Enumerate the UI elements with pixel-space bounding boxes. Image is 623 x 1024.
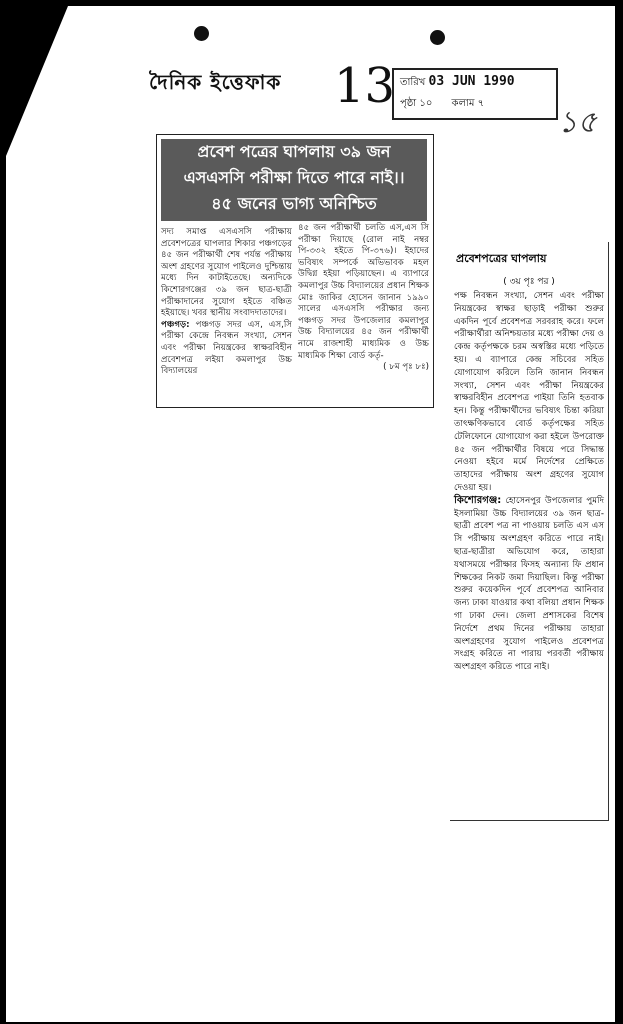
article-column-2 <box>298 223 429 374</box>
continuation-subtitle: ( ৩য় পৃঃ পর ) <box>503 277 555 287</box>
continuation-text-2: হোসেনপুর উপজেলার পুমদি ইসলামিয়া উচ্চ বিদ্যালয়ের ৩৯ জন ছাত্র-ছাত্রী প্রবেশ পত্র না পাওয়ায় চলতি এস এস সি পরীক্ষায় অংশগ্রহণ করিতে পারে নাই। ছাত্র-ছাত্রীরা অভিযোগ করে, তাহারা যথাসময়ে পরীক্ষার ফিসহ অন্যান্য ফি প্রধান শিক্ষকের নিকট জমা দিয়াছিল। কিন্তু পরীক্ষা শুরুর কয়েকদিন পূর্বে প্রবেশপত্র আনিবার জন্য ঢাকা যাওয়ার কথা বলিয়া প্রধান শিক্ষক গা ঢাকা দেন। জেলা প্রশাসকের বিশেষ নির্দেশে প্রথম দিনের পরীক্ষায় তাহারা অংশগ্রহণের সুযোগ পাইলেও প্রবেশপত্র সংগ্রহ করিতে না পারায় পরবর্তী পরীক্ষায় অংশগ্রহণ করিতে পারে নাই। <box>454 495 604 673</box>
column-label: কলাম <box>451 98 475 109</box>
scanned-page <box>6 6 615 1022</box>
article-clipping-main <box>156 134 434 408</box>
article-column-1 <box>161 227 292 378</box>
folded-corner <box>6 6 68 156</box>
page-number: 13 <box>334 58 396 114</box>
dateline-kishoreganj: কিশোরগঞ্জ: <box>454 494 502 506</box>
continuation-title: প্রবেশপত্রের ঘাপলায় <box>456 252 547 265</box>
newspaper-name: দৈনিক ইত্তেফাক <box>149 70 282 94</box>
continued-note: ( ৮ম পৃঃ ৮ঃ) <box>383 362 429 373</box>
date-stamp <box>392 68 558 120</box>
dateline-panchagarh: পঞ্চগড়: <box>161 319 190 330</box>
headline-line-1: প্রবেশ পত্রের ঘাপলায় ৩৯ জন <box>197 142 391 161</box>
punch-hole-right <box>430 30 445 45</box>
date-value: 03 JUN 1990 <box>428 74 515 89</box>
continuation-body <box>454 290 604 674</box>
column-1-continued-text: পঞ্চগড় সদর এস, এস,সি পরীক্ষা কেন্দ্রে নিবন্ধন সংখ্যা, সেশন এবং পরীক্ষা নিয়ন্ত্রকের স্বাক্ষরবিহীন প্রবেশপত্র লইয়া কমলাপুর উচ্চ বিদ্যালয়ের <box>161 319 292 377</box>
column-2-text: ৪৫ জন পরীক্ষার্থী চলতি এস,এস সি পরীক্ষা দিয়াছে (রোল নাই নম্বর পি-৩৩২ হইতে পি-৩৭৬)। ইহাদের ভবিষ্যৎ সম্পর্কে অভিভাবক মহল উদ্বিগ্ন হইয়া পড়িয়াছেন। এ ব্যাপারে কমলাপুর উচ্চ বিদ্যালয়ের প্রধান শিক্ষক মোঃ জাকির হোসেন জানান ১৯৯০ সালের এসএসসি পরীক্ষার জন্য পঞ্চগড় সদর উপজেলার কমলাপুর উচ্চ বিদ্যালয়ের ৪৫ জন পরীক্ষার্থী নামে রাজশাহী মাধ্যমিক ও উচ্চ মাধ্যমিক শিক্ষা বোর্ড কর্তৃ- <box>298 223 429 361</box>
handwritten-note: ১৫ <box>558 105 597 140</box>
article-headline <box>161 139 427 221</box>
page-value: ১০ <box>419 98 433 109</box>
page-label: পৃষ্ঠা <box>400 98 417 109</box>
column-value: ৭ <box>477 98 485 109</box>
headline-line-2: এসএসসি পরীক্ষা দিতে পারে নাই।। <box>183 168 405 187</box>
article-clipping-continuation <box>450 242 609 821</box>
column-1-text: সদ্য সমাপ্ত এসএসসি পরীক্ষায় প্রবেশপত্রের ঘাপলার শিকার পঞ্চগড়ের ৪৫ জন পরীক্ষার্থী শেষ পর্যন্ত পরীক্ষায় অংশ গ্রহণের সুযোগ পাইলেও দুশ্চিন্তায় মধ্যে দিন কাটাইতেছে। অন্যদিকে কিশোরগঞ্জের ৩৯ জন ছাত্র-ছাত্রী পরীক্ষাদানের সুযোগ হইতে বঞ্চিত হইয়াছে। খবর স্থানীয় সংবাদদাতাদের। <box>161 227 292 319</box>
continuation-text-1: পক্ষ নিবন্ধন সংখ্যা, সেশন এবং পরীক্ষা নিয়ন্ত্রকের স্বাক্ষর ছাড়াই পরীক্ষা শুরুর একদিন পূর্বে প্রবেশপত্র সরবরাহ করে। ফলে পরীক্ষার্থীরা অনিশ্চয়তার মধ্যে পরীক্ষা দেয় ও কেন্দ্র কর্তৃপক্ষকে চরম অস্বস্তির মধ্যে পড়িতে হয়। এ ব্যাপারে কেন্দ্র সচিবের সহিত যোগাযোগ করিলে তিনি জানান নিবন্ধন সংখ্যা, সেশন এবং পরীক্ষা নিয়ন্ত্রকের স্বাক্ষরবিহীন প্রবেশপত্র পাইয়া তিনি হতবাক হন। কিন্তু পরীক্ষার্থীদের ভবিষ্যৎ চিন্তা করিয়া তাৎক্ষণিকভাবে বোর্ড কর্তৃপক্ষের সহিত টেলিফোনে যোগাযোগ করা হইলে উপরোক্ত ৪৫ জন পরীক্ষার্থীর বিষয়ে পরে সিদ্ধান্ত নেওয়া হইবে মর্মে নির্দেশের প্রেক্ষিতে তাহাদের পরীক্ষায় অংশ গ্রহণের সুযোগ দেওয়া হয়। <box>454 291 604 493</box>
headline-line-3: ৪৫ জনের ভাগ্য অনিশ্চিত <box>211 194 377 213</box>
date-label: তারিখ <box>400 77 426 88</box>
punch-hole-left <box>194 26 209 41</box>
